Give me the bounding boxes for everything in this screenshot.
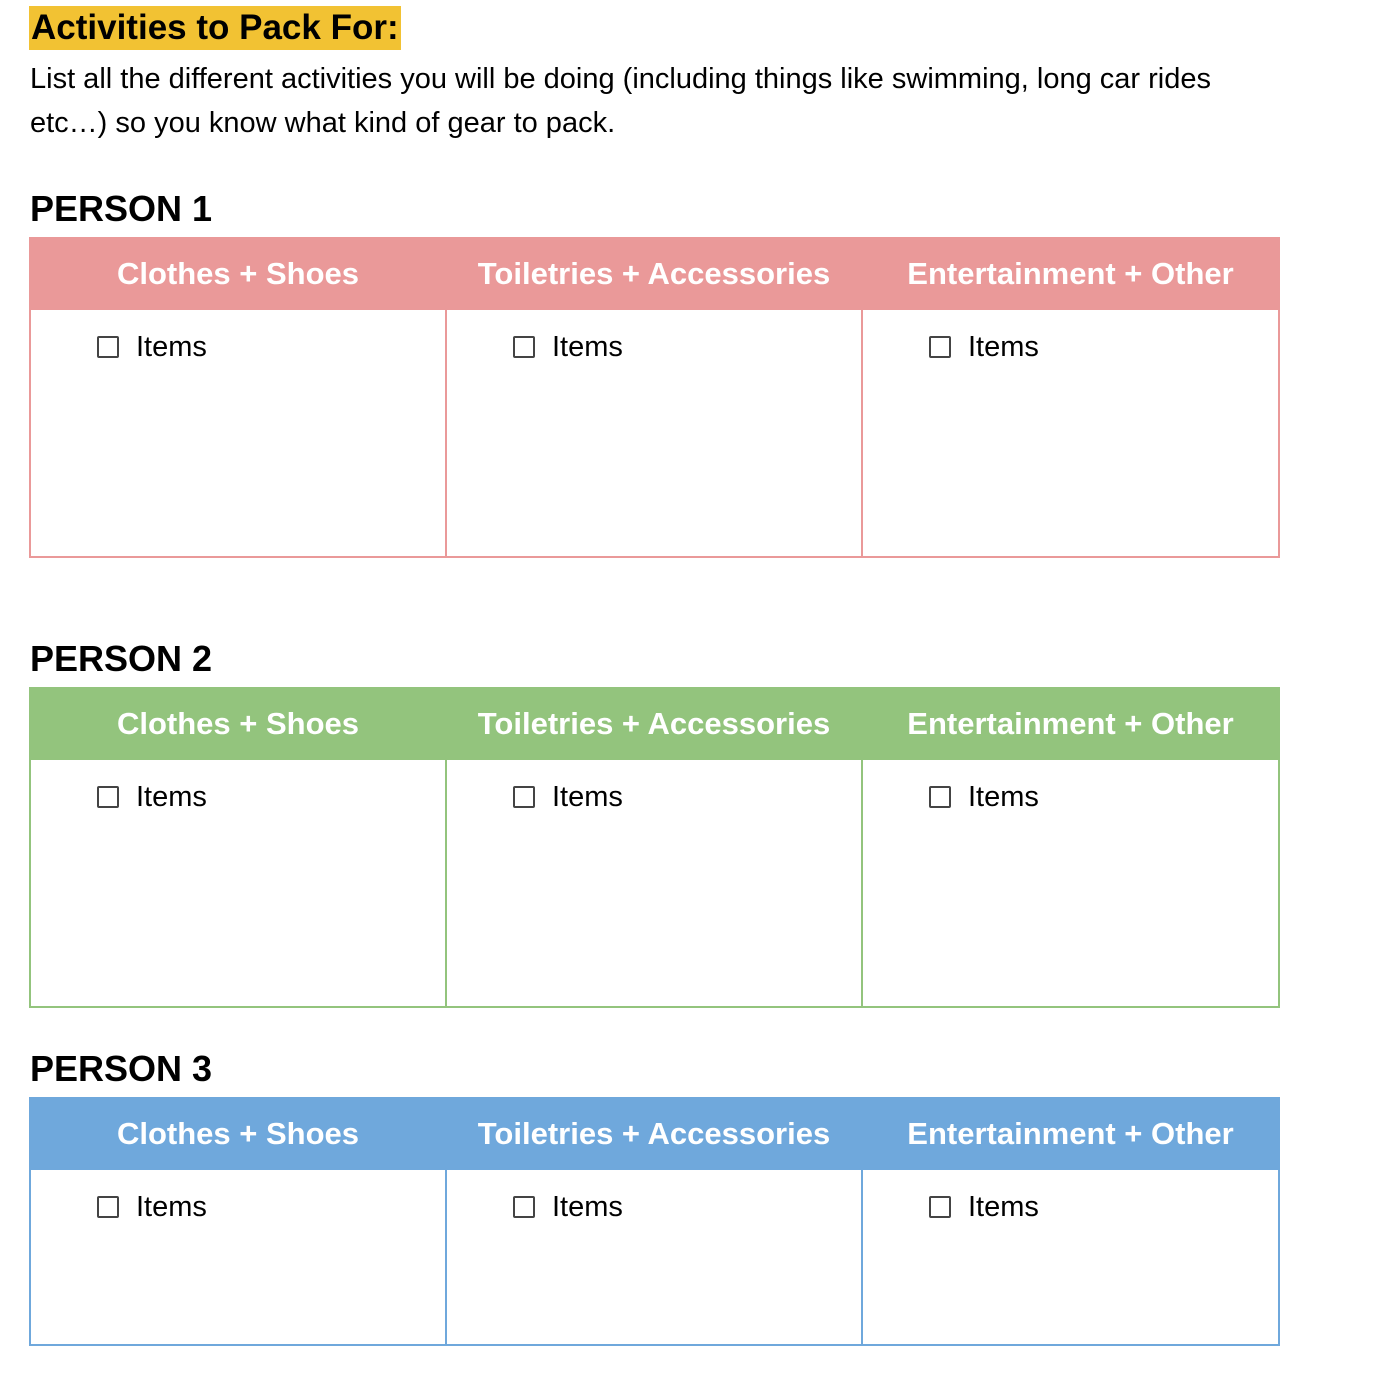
toiletries-accessories-cell bbox=[446, 1169, 862, 1345]
entertainment-other-cell bbox=[862, 309, 1279, 557]
table-header-row bbox=[30, 238, 1279, 309]
item-label[interactable]: Items bbox=[136, 331, 207, 363]
item-label[interactable]: Items bbox=[136, 781, 207, 813]
checklist-item bbox=[97, 330, 445, 364]
checkbox[interactable] bbox=[97, 1196, 119, 1218]
checkbox[interactable] bbox=[97, 336, 119, 358]
checkbox[interactable] bbox=[513, 336, 535, 358]
item-label[interactable]: Items bbox=[968, 1191, 1039, 1223]
toiletries-accessories-cell bbox=[446, 309, 862, 557]
checklist-item bbox=[929, 330, 1278, 364]
checklist-item bbox=[513, 1190, 861, 1224]
table-row bbox=[30, 1169, 1279, 1345]
checkbox[interactable] bbox=[929, 1196, 951, 1218]
column-header-toiletries-accessories: Toiletries + Accessories bbox=[446, 238, 862, 309]
checklist-item bbox=[97, 1190, 445, 1224]
clothes-shoes-cell bbox=[30, 1169, 446, 1345]
person-2-table bbox=[29, 687, 1280, 1008]
person-1-table bbox=[29, 237, 1280, 558]
checkbox[interactable] bbox=[513, 1196, 535, 1218]
column-header-toiletries-accessories: Toiletries + Accessories bbox=[446, 1098, 862, 1169]
checkbox[interactable] bbox=[97, 786, 119, 808]
toiletries-accessories-cell bbox=[446, 759, 862, 1007]
activities-heading: Activities to Pack For: bbox=[29, 6, 401, 50]
checklist-item bbox=[929, 1190, 1278, 1224]
item-label[interactable]: Items bbox=[968, 781, 1039, 813]
column-header-entertainment-other: Entertainment + Other bbox=[862, 1098, 1279, 1169]
item-label[interactable]: Items bbox=[552, 1191, 623, 1223]
table-row bbox=[30, 309, 1279, 557]
checklist-item bbox=[513, 330, 861, 364]
column-header-entertainment-other: Entertainment + Other bbox=[862, 238, 1279, 309]
intro-paragraph: List all the different activities you will be doing (including things like swimming, long car rides etc…) so you know what kind of gear to pack. bbox=[30, 63, 1211, 139]
checklist-item bbox=[929, 780, 1278, 814]
item-label[interactable]: Items bbox=[968, 331, 1039, 363]
entertainment-other-cell bbox=[862, 1169, 1279, 1345]
column-header-entertainment-other: Entertainment + Other bbox=[862, 688, 1279, 759]
table-header-row bbox=[30, 688, 1279, 759]
entertainment-other-cell bbox=[862, 759, 1279, 1007]
clothes-shoes-cell bbox=[30, 759, 446, 1007]
table-row bbox=[30, 759, 1279, 1007]
person-3-title: PERSON 3 bbox=[30, 1048, 213, 1089]
column-header-clothes-shoes: Clothes + Shoes bbox=[30, 1098, 446, 1169]
checkbox[interactable] bbox=[929, 786, 951, 808]
checkbox[interactable] bbox=[929, 336, 951, 358]
item-label[interactable]: Items bbox=[552, 781, 623, 813]
item-label[interactable]: Items bbox=[552, 331, 623, 363]
table-header-row bbox=[30, 1098, 1279, 1169]
person-2-title: PERSON 2 bbox=[30, 638, 213, 679]
person-3-table bbox=[29, 1097, 1280, 1346]
checklist-item bbox=[97, 780, 445, 814]
item-label[interactable]: Items bbox=[136, 1191, 207, 1223]
checkbox[interactable] bbox=[513, 786, 535, 808]
checklist-item bbox=[513, 780, 861, 814]
person-1-title: PERSON 1 bbox=[30, 188, 213, 229]
column-header-clothes-shoes: Clothes + Shoes bbox=[30, 688, 446, 759]
column-header-toiletries-accessories: Toiletries + Accessories bbox=[446, 688, 862, 759]
clothes-shoes-cell bbox=[30, 309, 446, 557]
column-header-clothes-shoes: Clothes + Shoes bbox=[30, 238, 446, 309]
